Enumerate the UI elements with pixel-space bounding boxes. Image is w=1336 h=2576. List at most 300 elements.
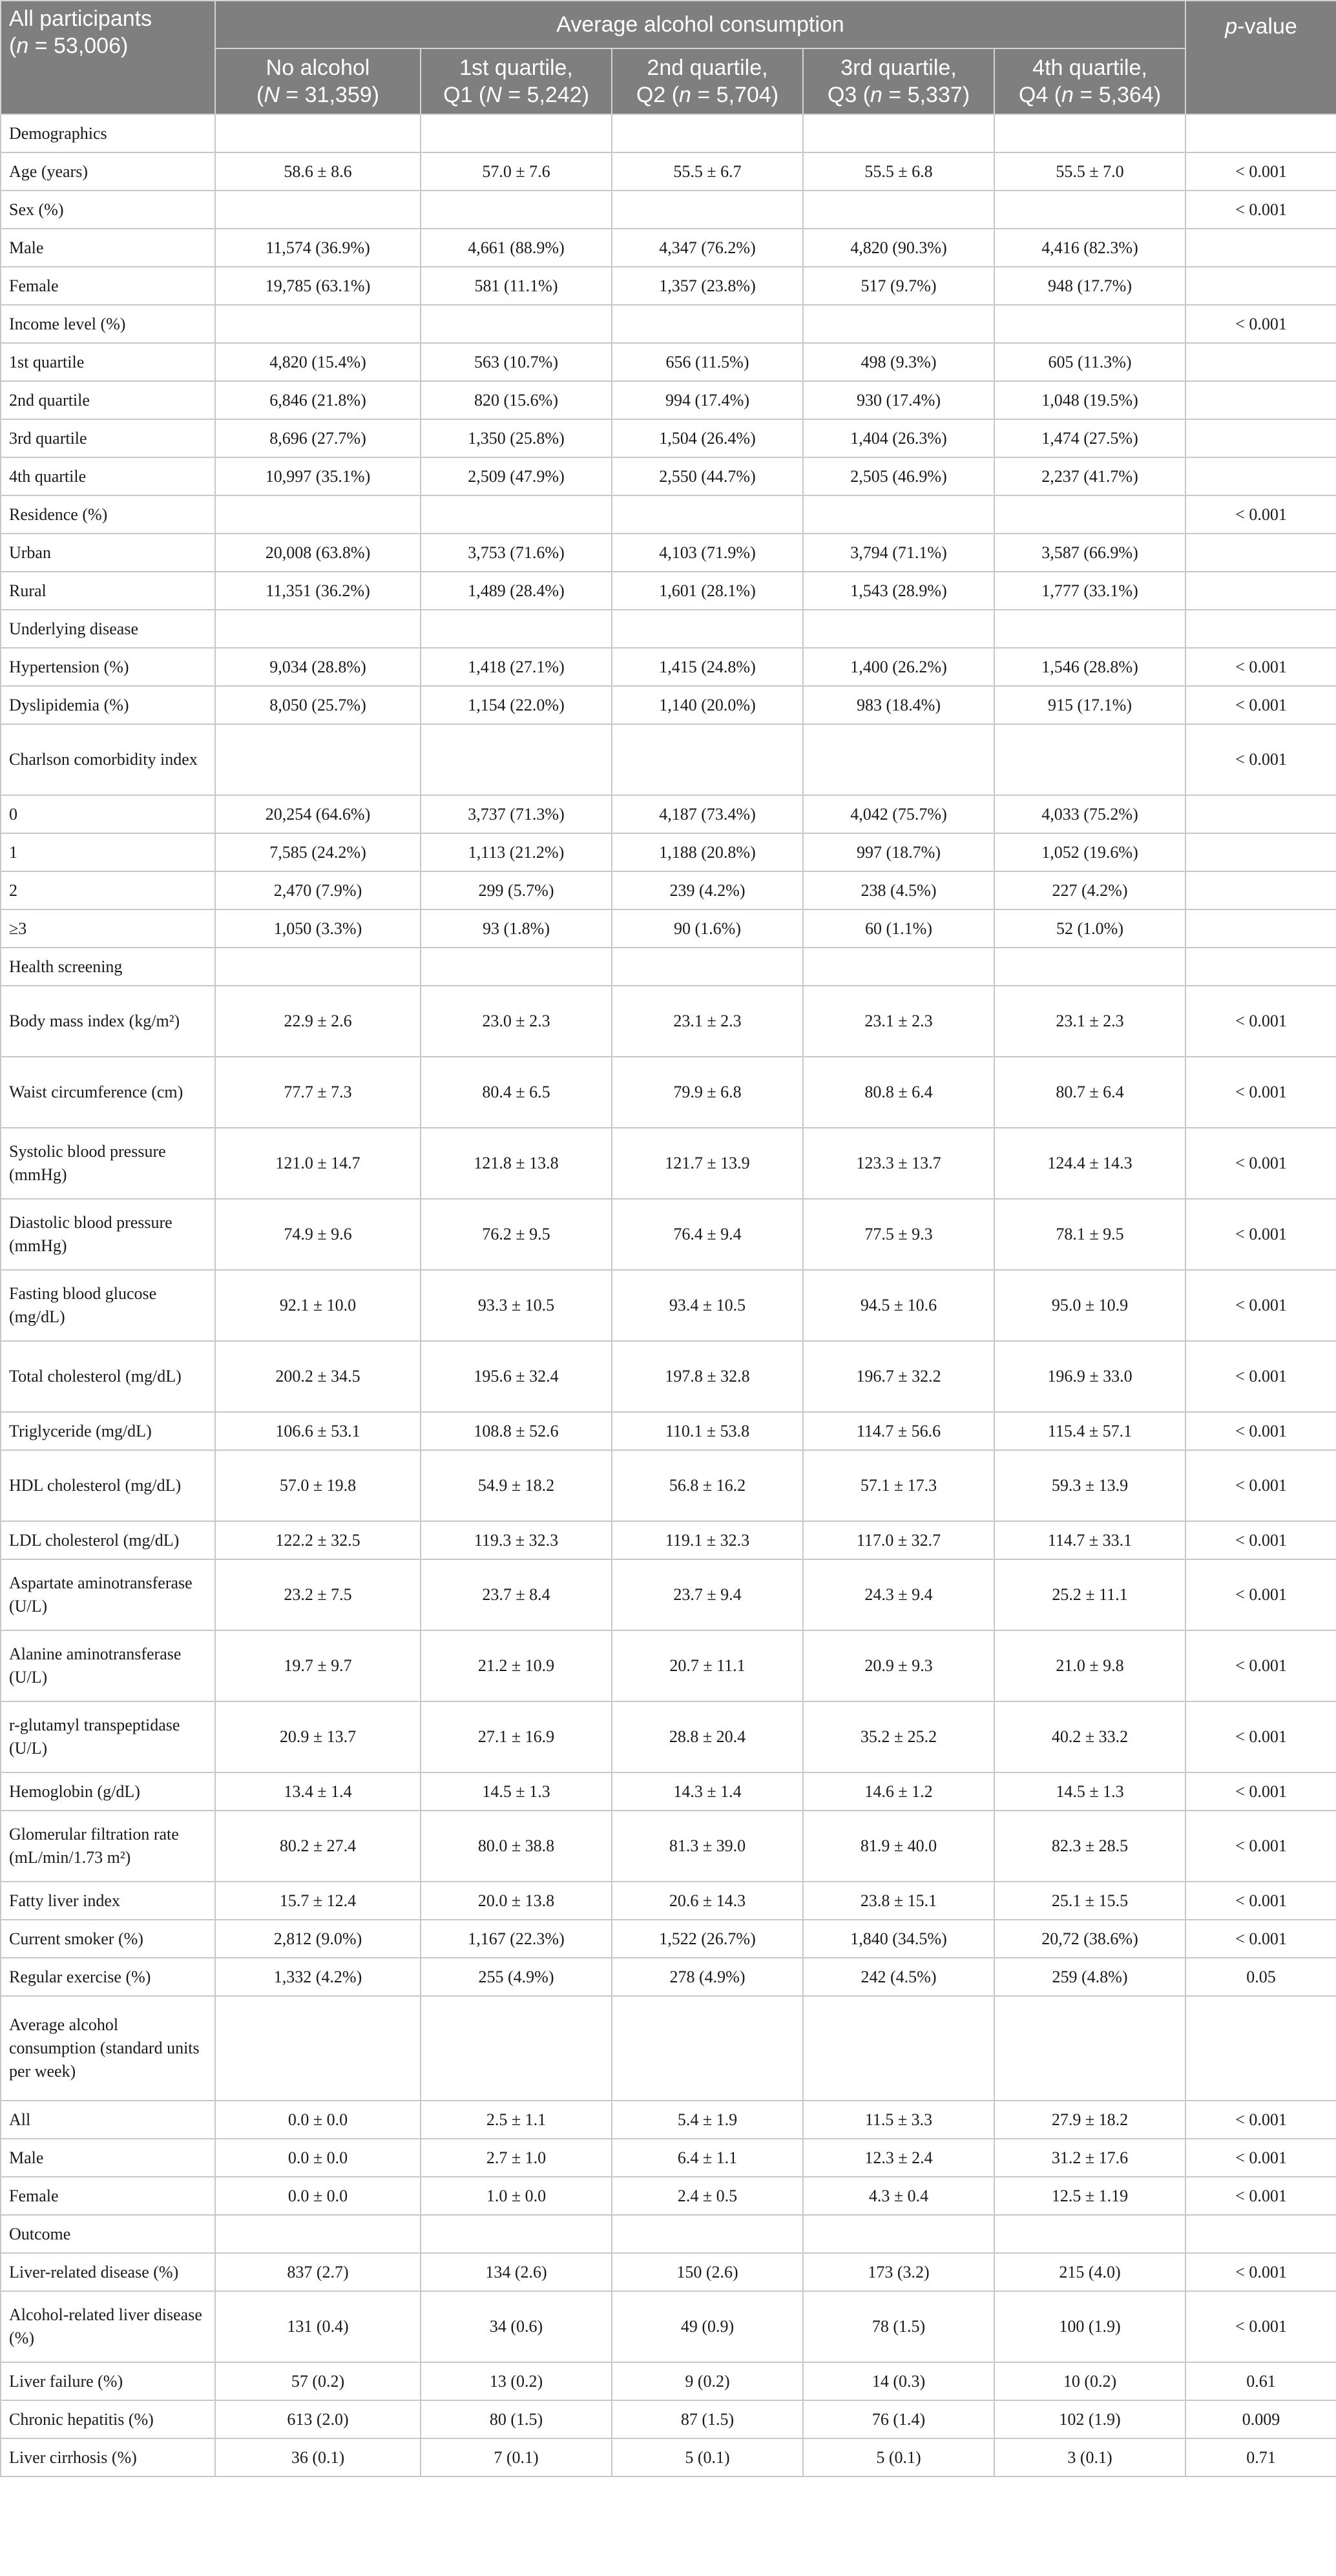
header-group-line1: 1st quartile, [459, 56, 573, 80]
table-row [1, 2291, 1336, 2362]
header-q4 [994, 48, 1185, 114]
p-value-cell: < 0.001 [1185, 1630, 1336, 1701]
value-cell: 1,357 (23.8%) [612, 267, 803, 305]
value-cell: 25.2 ± 11.1 [994, 1559, 1185, 1630]
table-row [1, 381, 1336, 419]
value-cell: 131 (0.4) [215, 2291, 421, 2362]
p-value-cell: < 0.001 [1185, 2101, 1336, 2139]
value-cell: 23.0 ± 2.3 [421, 986, 612, 1057]
header-p-rest: -value [1237, 14, 1297, 39]
value-cell: 5 (0.1) [803, 2438, 994, 2477]
value-cell: 80.0 ± 38.8 [421, 1811, 612, 1882]
value-cell: 19,785 (63.1%) [215, 267, 421, 305]
table-row [1, 305, 1336, 343]
value-cell: 58.6 ± 8.6 [215, 152, 421, 191]
row-label: Female [1, 267, 215, 305]
value-cell [994, 1996, 1185, 2101]
p-value-cell [1185, 948, 1336, 986]
p-value-cell: < 0.001 [1185, 1412, 1336, 1450]
value-cell: 77.7 ± 7.3 [215, 1057, 421, 1128]
value-cell: 2,237 (41.7%) [994, 457, 1185, 495]
value-cell: 55.5 ± 7.0 [994, 152, 1185, 191]
value-cell: 121.0 ± 14.7 [215, 1128, 421, 1199]
value-cell [612, 495, 803, 534]
value-cell: 93.4 ± 10.5 [612, 1270, 803, 1341]
value-cell: 82.3 ± 28.5 [994, 1811, 1185, 1882]
value-cell: 14 (0.3) [803, 2362, 994, 2400]
value-cell: 23.1 ± 2.3 [994, 986, 1185, 1057]
row-label: Current smoker (%) [1, 1920, 215, 1958]
table-row [1, 1412, 1336, 1450]
value-cell: 27.9 ± 18.2 [994, 2101, 1185, 2139]
p-value-cell: < 0.001 [1185, 1341, 1336, 1412]
p-value-cell: 0.61 [1185, 2362, 1336, 2400]
row-label: r-glutamyl transpeptidase (U/L) [1, 1701, 215, 1772]
value-cell: 255 (4.9%) [421, 1958, 612, 1996]
value-cell: 1,418 (27.1%) [421, 648, 612, 686]
header-group-n-value: = 5,337) [882, 83, 970, 107]
value-cell: 173 (3.2) [803, 2253, 994, 2291]
value-cell: 80.7 ± 6.4 [994, 1057, 1185, 1128]
table-row [1, 2215, 1336, 2253]
p-value-cell [1185, 1996, 1336, 2101]
p-value-cell [1185, 114, 1336, 152]
value-cell: 1,154 (22.0%) [421, 686, 612, 724]
value-cell: 81.9 ± 40.0 [803, 1811, 994, 1882]
table-row [1, 2253, 1336, 2291]
table-row [1, 1811, 1336, 1882]
value-cell: 23.1 ± 2.3 [803, 986, 994, 1057]
value-cell: 134 (2.6) [421, 2253, 612, 2291]
table-row [1, 343, 1336, 381]
header-p-value [1185, 1, 1336, 114]
row-label: HDL cholesterol (mg/dL) [1, 1450, 215, 1521]
p-value-cell: < 0.001 [1185, 1128, 1336, 1199]
row-label: Demographics [1, 114, 215, 152]
value-cell [994, 610, 1185, 648]
row-label: Body mass index (kg/m²) [1, 986, 215, 1057]
value-cell [421, 2215, 612, 2253]
table-row [1, 1128, 1336, 1199]
value-cell: 0.0 ± 0.0 [215, 2101, 421, 2139]
p-value-cell [1185, 381, 1336, 419]
value-cell: 2,509 (47.9%) [421, 457, 612, 495]
p-value-cell: < 0.001 [1185, 1811, 1336, 1882]
p-value-cell [1185, 267, 1336, 305]
table-row [1, 1996, 1336, 2101]
value-cell: 10 (0.2) [994, 2362, 1185, 2400]
value-cell: 14.6 ± 1.2 [803, 1772, 994, 1811]
value-cell: 90 (1.6%) [612, 909, 803, 948]
p-value-cell: 0.71 [1185, 2438, 1336, 2477]
value-cell: 80.2 ± 27.4 [215, 1811, 421, 1882]
value-cell: 93.3 ± 10.5 [421, 1270, 612, 1341]
table-row [1, 1920, 1336, 1958]
header-group-n-label: N [264, 83, 280, 107]
value-cell: 4,103 (71.9%) [612, 534, 803, 572]
header-group-line1: 4th quartile, [1032, 56, 1147, 80]
value-cell [803, 610, 994, 648]
p-value-cell: < 0.001 [1185, 724, 1336, 795]
value-cell: 915 (17.1%) [994, 686, 1185, 724]
value-cell [803, 2215, 994, 2253]
value-cell: 3 (0.1) [994, 2438, 1185, 2477]
value-cell: 196.7 ± 32.2 [803, 1341, 994, 1412]
row-label: 1st quartile [1, 343, 215, 381]
value-cell: 605 (11.3%) [994, 343, 1185, 381]
value-cell [994, 724, 1185, 795]
value-cell: 79.9 ± 6.8 [612, 1057, 803, 1128]
table-row [1, 986, 1336, 1057]
header-corner-n-value: = 53,006) [28, 34, 129, 58]
value-cell: 20.9 ± 9.3 [803, 1630, 994, 1701]
row-label: Waist circumference (cm) [1, 1057, 215, 1128]
value-cell [612, 191, 803, 229]
row-label: Dyslipidemia (%) [1, 686, 215, 724]
row-label: Liver-related disease (%) [1, 2253, 215, 2291]
value-cell: 110.1 ± 53.8 [612, 1412, 803, 1450]
row-label: ≥3 [1, 909, 215, 948]
row-label: Rural [1, 572, 215, 610]
value-cell: 81.3 ± 39.0 [612, 1811, 803, 1882]
row-label: Aspartate aminotransferase (U/L) [1, 1559, 215, 1630]
value-cell [215, 1996, 421, 2101]
row-label: 3rd quartile [1, 419, 215, 457]
value-cell [421, 1996, 612, 2101]
value-cell: 76.2 ± 9.5 [421, 1199, 612, 1270]
value-cell: 2,470 (7.9%) [215, 871, 421, 909]
value-cell: 20.0 ± 13.8 [421, 1882, 612, 1920]
header-group-line1: No alcohol [266, 56, 370, 80]
value-cell [215, 948, 421, 986]
value-cell [612, 114, 803, 152]
row-label: Hemoglobin (g/dL) [1, 1772, 215, 1811]
table-row [1, 114, 1336, 152]
row-label: Income level (%) [1, 305, 215, 343]
table-row [1, 229, 1336, 267]
row-label: Alanine aminotransferase (U/L) [1, 1630, 215, 1701]
table-row [1, 419, 1336, 457]
value-cell: 498 (9.3%) [803, 343, 994, 381]
value-cell [612, 1996, 803, 2101]
p-value-cell [1185, 2215, 1336, 2253]
row-label: Male [1, 229, 215, 267]
value-cell [803, 305, 994, 343]
value-cell [803, 724, 994, 795]
value-cell: 22.9 ± 2.6 [215, 986, 421, 1057]
value-cell: 200.2 ± 34.5 [215, 1341, 421, 1412]
row-label: Underlying disease [1, 610, 215, 648]
value-cell: 36 (0.1) [215, 2438, 421, 2477]
value-cell: 78 (1.5) [803, 2291, 994, 2362]
row-label: All [1, 2101, 215, 2139]
p-value-cell: < 0.001 [1185, 2177, 1336, 2215]
value-cell: 49 (0.9) [612, 2291, 803, 2362]
value-cell: 56.8 ± 16.2 [612, 1450, 803, 1521]
value-cell: 55.5 ± 6.8 [803, 152, 994, 191]
value-cell: 1,415 (24.8%) [612, 648, 803, 686]
value-cell: 1,167 (22.3%) [421, 1920, 612, 1958]
table-row [1, 909, 1336, 948]
row-label: Alcohol-related liver disease (%) [1, 2291, 215, 2362]
value-cell: 8,696 (27.7%) [215, 419, 421, 457]
table-row [1, 1559, 1336, 1630]
value-cell [803, 114, 994, 152]
p-value-cell: < 0.001 [1185, 2253, 1336, 2291]
value-cell: 28.8 ± 20.4 [612, 1701, 803, 1772]
value-cell: 1,840 (34.5%) [803, 1920, 994, 1958]
value-cell: 2.4 ± 0.5 [612, 2177, 803, 2215]
value-cell: 3,587 (66.9%) [994, 534, 1185, 572]
row-label: Female [1, 2177, 215, 2215]
value-cell: 1,140 (20.0%) [612, 686, 803, 724]
value-cell: 21.2 ± 10.9 [421, 1630, 612, 1701]
row-label: Age (years) [1, 152, 215, 191]
table-row [1, 2400, 1336, 2438]
value-cell [803, 1996, 994, 2101]
value-cell: 7 (0.1) [421, 2438, 612, 2477]
header-group-q: Q3 ( [827, 83, 871, 107]
table-row [1, 686, 1336, 724]
p-value-cell: < 0.001 [1185, 1701, 1336, 1772]
value-cell: 1,474 (27.5%) [994, 419, 1185, 457]
value-cell: 238 (4.5%) [803, 871, 994, 909]
value-cell: 80.4 ± 6.5 [421, 1057, 612, 1128]
value-cell: 115.4 ± 57.1 [994, 1412, 1185, 1450]
value-cell [421, 610, 612, 648]
row-label: 2 [1, 871, 215, 909]
value-cell: 242 (4.5%) [803, 1958, 994, 1996]
row-label: Residence (%) [1, 495, 215, 534]
row-label: Urban [1, 534, 215, 572]
header-group-n-label: N [486, 83, 502, 107]
value-cell: 27.1 ± 16.9 [421, 1701, 612, 1772]
value-cell: 59.3 ± 13.9 [994, 1450, 1185, 1521]
p-value-cell: < 0.001 [1185, 2291, 1336, 2362]
value-cell: 1,048 (19.5%) [994, 381, 1185, 419]
value-cell: 35.2 ± 25.2 [803, 1701, 994, 1772]
value-cell: 10,997 (35.1%) [215, 457, 421, 495]
row-label: Glomerular filtration rate (mL/min/1.73 m²) [1, 1811, 215, 1882]
value-cell: 57.0 ± 7.6 [421, 152, 612, 191]
value-cell: 92.1 ± 10.0 [215, 1270, 421, 1341]
row-label: Sex (%) [1, 191, 215, 229]
value-cell: 227 (4.2%) [994, 871, 1185, 909]
header-group-q: Q1 ( [443, 83, 486, 107]
value-cell: 820 (15.6%) [421, 381, 612, 419]
p-value-cell: < 0.001 [1185, 1521, 1336, 1559]
table-row [1, 2101, 1336, 2139]
value-cell: 114.7 ± 56.6 [803, 1412, 994, 1450]
table-row [1, 152, 1336, 191]
value-cell: 31.2 ± 17.6 [994, 2139, 1185, 2177]
value-cell: 4.3 ± 0.4 [803, 2177, 994, 2215]
table-row [1, 191, 1336, 229]
p-value-cell: < 0.001 [1185, 686, 1336, 724]
p-value-cell [1185, 343, 1336, 381]
value-cell: 123.3 ± 13.7 [803, 1128, 994, 1199]
value-cell: 1,052 (19.6%) [994, 833, 1185, 871]
value-cell: 4,187 (73.4%) [612, 795, 803, 833]
value-cell: 114.7 ± 33.1 [994, 1521, 1185, 1559]
value-cell: 12.3 ± 2.4 [803, 2139, 994, 2177]
value-cell: 117.0 ± 32.7 [803, 1521, 994, 1559]
value-cell: 119.3 ± 32.3 [421, 1521, 612, 1559]
value-cell: 6,846 (21.8%) [215, 381, 421, 419]
value-cell: 13 (0.2) [421, 2362, 612, 2400]
value-cell: 1,050 (3.3%) [215, 909, 421, 948]
value-cell: 4,033 (75.2%) [994, 795, 1185, 833]
value-cell [994, 948, 1185, 986]
row-label: Systolic blood pressure (mmHg) [1, 1128, 215, 1199]
value-cell: 80 (1.5) [421, 2400, 612, 2438]
value-cell: 3,794 (71.1%) [803, 534, 994, 572]
value-cell: 197.8 ± 32.8 [612, 1341, 803, 1412]
header-group-line1: 3rd quartile, [840, 56, 957, 80]
p-value-cell: < 0.001 [1185, 648, 1336, 686]
value-cell [215, 114, 421, 152]
value-cell: 0.0 ± 0.0 [215, 2177, 421, 2215]
value-cell [994, 191, 1185, 229]
header-p-italic: p [1225, 14, 1238, 39]
value-cell: 1.0 ± 0.0 [421, 2177, 612, 2215]
p-value-cell [1185, 833, 1336, 871]
row-label: Diastolic blood pressure (mmHg) [1, 1199, 215, 1270]
row-label: Total cholesterol (mg/dL) [1, 1341, 215, 1412]
value-cell [421, 495, 612, 534]
header-group-n-label: n [870, 83, 882, 107]
p-value-cell: < 0.001 [1185, 305, 1336, 343]
value-cell: 150 (2.6) [612, 2253, 803, 2291]
value-cell: 1,113 (21.2%) [421, 833, 612, 871]
p-value-cell: 0.009 [1185, 2400, 1336, 2438]
value-cell: 119.1 ± 32.3 [612, 1521, 803, 1559]
value-cell [421, 305, 612, 343]
value-cell: 24.3 ± 9.4 [803, 1559, 994, 1630]
value-cell: 9 (0.2) [612, 2362, 803, 2400]
value-cell: 0.0 ± 0.0 [215, 2139, 421, 2177]
row-label: Health screening [1, 948, 215, 986]
value-cell: 1,504 (26.4%) [612, 419, 803, 457]
header-corner-line1: All participants [9, 6, 152, 31]
value-cell: 239 (4.2%) [612, 871, 803, 909]
value-cell: 57.1 ± 17.3 [803, 1450, 994, 1521]
value-cell [612, 305, 803, 343]
value-cell: 983 (18.4%) [803, 686, 994, 724]
p-value-cell: < 0.001 [1185, 1882, 1336, 1920]
table-row [1, 1630, 1336, 1701]
row-label: Fatty liver index [1, 1882, 215, 1920]
value-cell: 3,737 (71.3%) [421, 795, 612, 833]
value-cell: 1,350 (25.8%) [421, 419, 612, 457]
value-cell: 948 (17.7%) [994, 267, 1185, 305]
p-value-cell: < 0.001 [1185, 2139, 1336, 2177]
table-row [1, 267, 1336, 305]
table-row [1, 1341, 1336, 1412]
value-cell: 4,820 (15.4%) [215, 343, 421, 381]
row-label: Outcome [1, 2215, 215, 2253]
value-cell: 77.5 ± 9.3 [803, 1199, 994, 1270]
value-cell: 2.7 ± 1.0 [421, 2139, 612, 2177]
value-cell: 1,546 (28.8%) [994, 648, 1185, 686]
value-cell: 74.9 ± 9.6 [215, 1199, 421, 1270]
value-cell: 20,72 (38.6%) [994, 1920, 1185, 1958]
p-value-cell [1185, 871, 1336, 909]
value-cell: 195.6 ± 32.4 [421, 1341, 612, 1412]
value-cell [215, 2215, 421, 2253]
header-q3 [803, 48, 994, 114]
value-cell [994, 495, 1185, 534]
value-cell: 19.7 ± 9.7 [215, 1630, 421, 1701]
p-value-cell: < 0.001 [1185, 1450, 1336, 1521]
value-cell: 23.8 ± 15.1 [803, 1882, 994, 1920]
value-cell: 4,820 (90.3%) [803, 229, 994, 267]
table-header [1, 1, 1336, 114]
value-cell: 78.1 ± 9.5 [994, 1199, 1185, 1270]
table-row [1, 2438, 1336, 2477]
value-cell: 8,050 (25.7%) [215, 686, 421, 724]
value-cell: 55.5 ± 6.7 [612, 152, 803, 191]
value-cell: 54.9 ± 18.2 [421, 1450, 612, 1521]
table-body [1, 114, 1336, 2477]
p-value-cell: < 0.001 [1185, 1270, 1336, 1341]
value-cell: 60 (1.1%) [803, 909, 994, 948]
value-cell: 23.7 ± 8.4 [421, 1559, 612, 1630]
value-cell: 93 (1.8%) [421, 909, 612, 948]
value-cell: 122.2 ± 32.5 [215, 1521, 421, 1559]
value-cell [215, 495, 421, 534]
table-row [1, 2362, 1336, 2400]
value-cell: 121.8 ± 13.8 [421, 1128, 612, 1199]
value-cell: 108.8 ± 52.6 [421, 1412, 612, 1450]
header-group-n-label: n [679, 83, 691, 107]
value-cell: 1,777 (33.1%) [994, 572, 1185, 610]
row-label: 4th quartile [1, 457, 215, 495]
value-cell [421, 724, 612, 795]
header-q2 [612, 48, 803, 114]
table-row [1, 495, 1336, 534]
value-cell: 34 (0.6) [421, 2291, 612, 2362]
p-value-cell: < 0.001 [1185, 1920, 1336, 1958]
table-row [1, 2139, 1336, 2177]
row-label: Hypertension (%) [1, 648, 215, 686]
value-cell: 11,351 (36.2%) [215, 572, 421, 610]
value-cell: 656 (11.5%) [612, 343, 803, 381]
header-group-q: Q4 ( [1018, 83, 1062, 107]
value-cell: 52 (1.0%) [994, 909, 1185, 948]
row-label: LDL cholesterol (mg/dL) [1, 1521, 215, 1559]
value-cell: 76 (1.4) [803, 2400, 994, 2438]
table-row [1, 1450, 1336, 1521]
value-cell: 2,812 (9.0%) [215, 1920, 421, 1958]
header-all-participants: All participants (n = 53,006) [1, 1, 215, 114]
p-value-cell: < 0.001 [1185, 1772, 1336, 1811]
value-cell: 102 (1.9) [994, 2400, 1185, 2438]
value-cell: 25.1 ± 15.5 [994, 1882, 1185, 1920]
table-row [1, 1882, 1336, 1920]
value-cell: 4,347 (76.2%) [612, 229, 803, 267]
value-cell [215, 191, 421, 229]
value-cell: 15.7 ± 12.4 [215, 1882, 421, 1920]
table-row [1, 948, 1336, 986]
value-cell: 5.4 ± 1.9 [612, 2101, 803, 2139]
header-group-q: Q2 ( [636, 83, 680, 107]
p-value-cell [1185, 534, 1336, 572]
value-cell: 14.5 ± 1.3 [421, 1772, 612, 1811]
p-value-cell [1185, 909, 1336, 948]
row-label: Chronic hepatitis (%) [1, 2400, 215, 2438]
value-cell: 4,661 (88.9%) [421, 229, 612, 267]
